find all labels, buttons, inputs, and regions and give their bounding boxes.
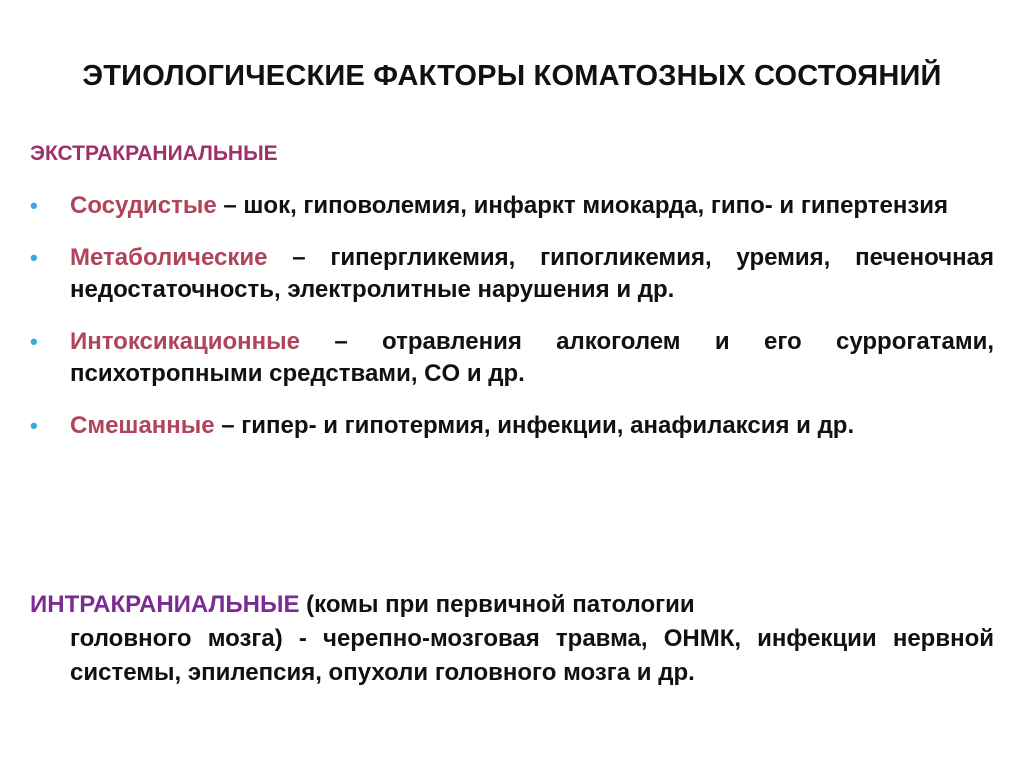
list-item-vascular: [30, 190, 994, 222]
extracranial-heading: ЭКСТРАКРАНИАЛЬНЫЕ: [30, 142, 278, 165]
list-item-metabolic: [30, 242, 994, 306]
term-mixed: Смешанные: [70, 412, 215, 439]
intracranial-line1: (комы при первичной патологии: [299, 591, 695, 618]
bullet-dot-icon: •: [30, 329, 38, 354]
text-toxic: – отравления алкоголем и его суррогатами, психотропными средствами, CO и др.: [70, 328, 994, 387]
extracranial-list: [30, 190, 994, 462]
bullet-dot-icon: •: [30, 245, 38, 270]
intracranial-block: [30, 588, 994, 690]
list-item-toxic: [30, 326, 994, 390]
intracranial-heading: ИНТРАКРАНИАЛЬНЫЕ: [30, 591, 300, 618]
term-vascular: Сосудистые: [70, 192, 217, 219]
term-toxic: Интоксикационные: [70, 328, 301, 355]
bullet-dot-icon: •: [30, 193, 38, 218]
bullet-dot-icon: •: [30, 413, 38, 438]
text-vascular: – шок, гиповолемия, инфаркт миокарда, гипо- и гипертензия: [216, 192, 949, 219]
text-mixed: – гипер- и гипотермия, инфекции, анафилаксия и др.: [214, 412, 855, 439]
text-metabolic: – гипергликемия, гипогликемия, уремия, печеночная недостаточность, электролитные нарушения и др.: [70, 244, 994, 303]
list-item-mixed: [30, 410, 994, 442]
term-metabolic: Метаболические: [70, 244, 268, 271]
intracranial-body: головного мозга) - черепно-мозговая травма, ОНМК, инфекции нервной системы, эпилепсия, опухоли головного мозга и др.: [70, 625, 994, 686]
slide-title: ЭТИОЛОГИЧЕСКИЕ ФАКТОРЫ КОМАТОЗНЫХ СОСТОЯНИЙ: [82, 60, 942, 92]
